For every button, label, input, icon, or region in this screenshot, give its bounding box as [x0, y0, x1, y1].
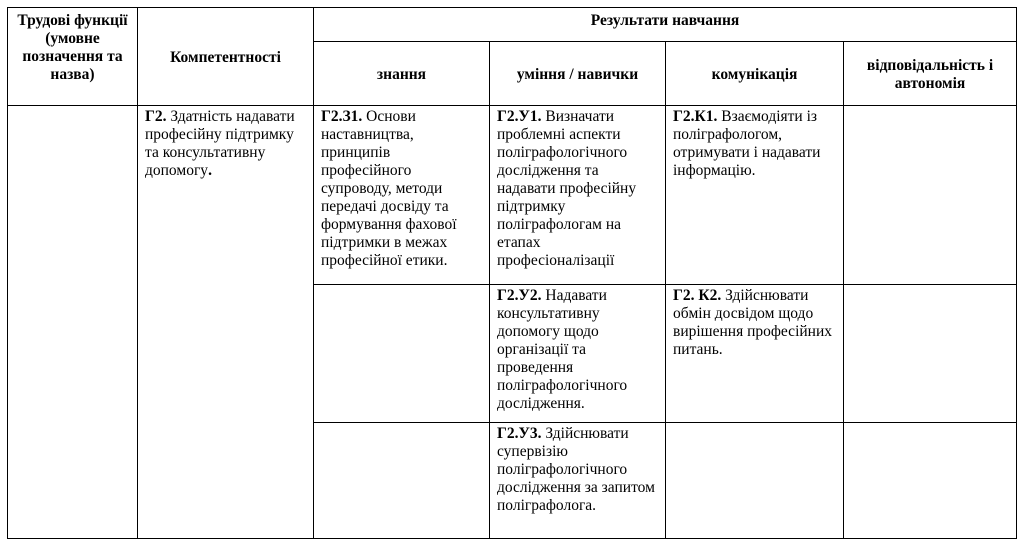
communication-text-1: Взаємодіяти із поліграфологом, отримувати і надавати інформацію.	[673, 108, 821, 179]
header-knowledge: знання	[314, 42, 490, 106]
skill-code-3: Г2.У3.	[497, 425, 542, 442]
skill-code-2: Г2.У2.	[497, 287, 542, 304]
header-results: Результати навчання	[314, 8, 1017, 42]
knowledge-code: Г2.З1.	[321, 108, 363, 125]
competency-table	[7, 7, 1017, 539]
competence-end: .	[208, 162, 212, 179]
skill-text-3: Здійснювати супервізію поліграфологічного дослідження за запитом поліграфолога.	[497, 425, 655, 514]
responsibility-cell-3	[844, 423, 1017, 539]
communication-cell-2	[666, 285, 844, 423]
competence-text: Здатність надавати професійну підтримку та консультативну допомогу	[145, 108, 295, 179]
skill-cell-2	[490, 285, 666, 423]
header-functions: Трудові функції (умовне позначення та назва)	[8, 8, 138, 106]
skill-cell-3	[490, 423, 666, 539]
communication-text-2: Здійснювати обмін досвідом щодо вирішення професійних питань.	[673, 287, 833, 358]
skill-code-1: Г2.У1.	[497, 108, 542, 125]
skill-cell-1	[490, 106, 666, 285]
communication-code-1: Г2.К1.	[673, 108, 718, 125]
communication-code-2: Г2. К2.	[673, 287, 722, 304]
knowledge-cell-empty-2	[314, 423, 490, 539]
header-skills: уміння / навички	[490, 42, 666, 106]
knowledge-cell	[314, 106, 490, 285]
competence-code: Г2.	[145, 108, 167, 125]
knowledge-text: Основи наставництва, принципів професійного супроводу, методи передачі досвіду та формування фахової підтримки в межах професійної етики.	[321, 108, 457, 269]
knowledge-cell-empty-1	[314, 285, 490, 423]
functions-cell	[8, 106, 138, 539]
skill-text-2: Надавати консультативну допомогу щодо організації та проведення поліграфологічного дослідження.	[497, 287, 628, 412]
header-responsibility: відповідальність і автономія	[844, 42, 1017, 106]
responsibility-cell-1	[844, 106, 1017, 285]
skill-text-1: Визначати проблемні аспекти поліграфологічного дослідження та надавати професійну підтримку поліграфологам на етапах професіоналізації	[497, 108, 637, 269]
competence-cell	[138, 106, 314, 539]
communication-cell-empty	[666, 423, 844, 539]
header-communication: комунікація	[666, 42, 844, 106]
communication-cell-1	[666, 106, 844, 285]
responsibility-cell-2	[844, 285, 1017, 423]
header-competences: Компетентності	[138, 8, 314, 106]
